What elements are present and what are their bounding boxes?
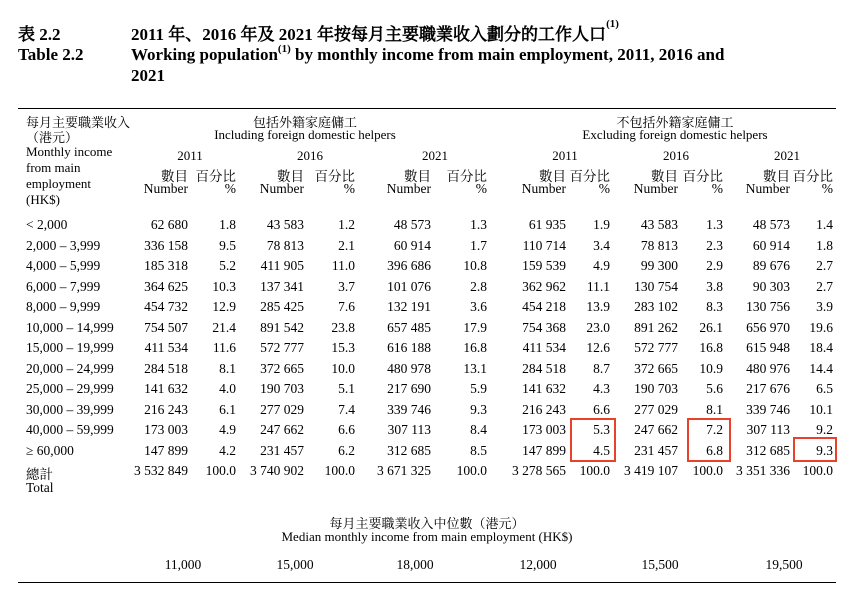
percent-cell: 10.1	[809, 402, 833, 417]
number-cell: 217 676	[746, 381, 790, 396]
number-header-en: Number	[143, 181, 188, 196]
number-cell: 454 218	[522, 299, 566, 314]
total-number-cell: 3 278 565	[512, 463, 566, 478]
number-cell: 60 914	[752, 238, 790, 253]
table-label-en: Table 2.2	[18, 45, 84, 64]
year-excl-2021: 2021	[774, 148, 800, 163]
percent-cell: 1.7	[470, 238, 487, 253]
number-cell: 90 303	[752, 279, 790, 294]
number-cell: 89 676	[752, 258, 790, 273]
percent-cell: 13.1	[463, 361, 487, 376]
percent-cell: 6.8	[706, 443, 723, 458]
stub-header-en-3: employment	[26, 176, 91, 191]
number-cell: 480 976	[746, 361, 790, 376]
median-value: 15,500	[641, 557, 679, 572]
stub-header-en-2: from main	[26, 160, 81, 175]
percent-cell: 5.9	[470, 381, 487, 396]
number-cell: 78 813	[640, 238, 678, 253]
number-cell: 411 534	[144, 340, 188, 355]
title-zh-text: 2011 年、2016 年及 2021 年按每月主要職業收入劃分的工作人口	[131, 25, 607, 44]
group-incl-en: Including foreign domestic helpers	[214, 127, 396, 142]
number-cell: 101 076	[387, 279, 431, 294]
percent-cell: 6.2	[338, 443, 355, 458]
number-cell: 657 485	[387, 320, 431, 335]
percent-cell: 10.9	[699, 361, 723, 376]
number-cell: 130 754	[634, 279, 678, 294]
percent-cell: 8.3	[706, 299, 723, 314]
bottom-rule	[18, 582, 836, 583]
total-percent-cell: 100.0	[692, 463, 723, 478]
percent-cell: 11.1	[586, 279, 610, 294]
percent-cell: 2.8	[470, 279, 487, 294]
year-incl-2016: 2016	[297, 148, 323, 163]
number-cell: 339 746	[746, 402, 790, 417]
percent-cell: 16.8	[699, 340, 723, 355]
number-cell: 141 632	[522, 381, 566, 396]
percent-cell: 23.0	[586, 320, 610, 335]
top-rule	[18, 108, 836, 109]
percent-header-en: %	[475, 181, 487, 196]
number-cell: 110 714	[522, 238, 566, 253]
total-label-zh: 總計	[26, 467, 53, 482]
number-cell: 216 243	[144, 402, 188, 417]
number-cell: 312 685	[746, 443, 790, 458]
number-header-en: Number	[633, 181, 678, 196]
percent-cell: 3.8	[706, 279, 723, 294]
group-incl-zh: 包括外籍家庭傭工	[252, 115, 357, 130]
row-label: ≥ 60,000	[26, 443, 74, 458]
total-label-en: Total	[26, 480, 54, 495]
percent-cell: 8.4	[470, 422, 487, 437]
number-cell: 364 625	[144, 279, 188, 294]
number-cell: 190 703	[260, 381, 304, 396]
total-number-cell: 3 351 336	[736, 463, 790, 478]
highlight-box-excl-2021	[793, 437, 837, 462]
percent-cell: 15.3	[331, 340, 355, 355]
percent-cell: 13.9	[586, 299, 610, 314]
group-excl-zh: 不包括外籍家庭傭工	[616, 115, 734, 130]
percent-cell: 1.3	[470, 217, 487, 232]
year-incl-2021: 2021	[422, 148, 448, 163]
number-cell: 277 029	[634, 402, 678, 417]
percent-cell: 3.6	[470, 299, 487, 314]
percent-cell: 4.2	[219, 443, 236, 458]
percent-cell: 5.3	[593, 422, 610, 437]
total-percent-cell: 100.0	[579, 463, 610, 478]
title-en-text-2: by monthly income from main employment, 2011, 2016 and	[290, 45, 725, 64]
percent-header-zh: 百分比	[682, 169, 723, 184]
number-cell: 147 899	[522, 443, 566, 458]
percent-cell: 3.7	[338, 279, 355, 294]
number-cell: 231 457	[634, 443, 678, 458]
total-percent-cell: 100.0	[802, 463, 833, 478]
number-cell: 217 690	[387, 381, 431, 396]
number-cell: 283 102	[634, 299, 678, 314]
percent-cell: 10.3	[212, 279, 236, 294]
row-label: 6,000 – 7,999	[26, 279, 101, 294]
percent-cell: 8.7	[593, 361, 610, 376]
number-header-zh: 數目	[404, 169, 431, 184]
number-cell: 891 262	[634, 320, 678, 335]
number-header-en: Number	[521, 181, 566, 196]
total-number-cell: 3 671 325	[377, 463, 431, 478]
total-number-cell: 3 419 107	[624, 463, 678, 478]
percent-cell: 26.1	[699, 320, 723, 335]
percent-cell: 4.9	[593, 258, 610, 273]
percent-cell: 6.6	[593, 402, 610, 417]
stub-header-unit: （港元）	[26, 130, 79, 145]
number-cell: 132 191	[387, 299, 431, 314]
percent-cell: 11.6	[212, 340, 236, 355]
year-excl-2016: 2016	[663, 148, 689, 163]
number-cell: 411 534	[522, 340, 566, 355]
number-cell: 48 573	[393, 217, 431, 232]
number-cell: 43 583	[266, 217, 304, 232]
number-cell: 480 978	[387, 361, 431, 376]
percent-cell: 17.9	[463, 320, 487, 335]
year-incl-2011: 2011	[177, 148, 203, 163]
percent-cell: 3.4	[593, 238, 610, 253]
median-value: 11,000	[164, 557, 202, 572]
percent-cell: 5.1	[338, 381, 355, 396]
percent-cell: 8.1	[219, 361, 236, 376]
number-cell: 43 583	[640, 217, 678, 232]
number-cell: 173 003	[522, 422, 566, 437]
stub-header-en-4: (HK$)	[26, 192, 60, 207]
number-cell: 572 777	[634, 340, 678, 355]
percent-cell: 8.1	[706, 402, 723, 417]
stub-header-zh: 每月主要職業收入	[26, 115, 131, 130]
number-cell: 616 188	[387, 340, 431, 355]
percent-header-en: %	[821, 181, 833, 196]
number-cell: 130 756	[746, 299, 790, 314]
percent-cell: 3.9	[816, 299, 833, 314]
number-cell: 231 457	[260, 443, 304, 458]
number-header-zh: 數目	[763, 169, 790, 184]
title-en-text-1: Working population	[131, 45, 278, 64]
table-title-en	[131, 45, 724, 65]
percent-header-en: %	[711, 181, 723, 196]
number-cell: 454 732	[144, 299, 188, 314]
percent-cell: 6.5	[816, 381, 833, 396]
percent-cell: 12.6	[586, 340, 610, 355]
number-header-zh: 數目	[651, 169, 678, 184]
percent-header-zh: 百分比	[569, 169, 610, 184]
percent-cell: 4.9	[219, 422, 236, 437]
median-value: 18,000	[396, 557, 434, 572]
number-cell: 285 425	[260, 299, 304, 314]
percent-header-zh: 百分比	[792, 169, 833, 184]
percent-cell: 14.4	[809, 361, 833, 376]
percent-cell: 2.1	[338, 238, 355, 253]
row-label: 8,000 – 9,999	[26, 299, 101, 314]
percent-cell: 5.2	[219, 258, 236, 273]
percent-header-en: %	[343, 181, 355, 196]
table-title-en-line2: 2021	[131, 66, 165, 85]
percent-cell: 1.2	[338, 217, 355, 232]
median-value: 15,000	[276, 557, 314, 572]
percent-cell: 4.0	[219, 381, 236, 396]
number-header-en: Number	[259, 181, 304, 196]
percent-cell: 7.4	[338, 402, 355, 417]
number-cell: 615 948	[746, 340, 790, 355]
number-cell: 190 703	[634, 381, 678, 396]
percent-cell: 16.8	[463, 340, 487, 355]
percent-cell: 10.8	[463, 258, 487, 273]
percent-cell: 2.9	[706, 258, 723, 273]
total-number-cell: 3 740 902	[250, 463, 304, 478]
percent-cell: 7.6	[338, 299, 355, 314]
row-label: 20,000 – 24,999	[26, 361, 114, 376]
number-header-zh: 數目	[539, 169, 566, 184]
title-en-footnote: (1)	[277, 43, 291, 55]
number-header-en: Number	[386, 181, 431, 196]
number-cell: 312 685	[387, 443, 431, 458]
percent-cell: 12.9	[212, 299, 236, 314]
percent-cell: 9.2	[816, 422, 833, 437]
total-percent-cell: 100.0	[324, 463, 355, 478]
number-cell: 247 662	[634, 422, 678, 437]
percent-cell: 23.8	[331, 320, 355, 335]
median-title-zh: 每月主要職業收入中位數（港元）	[329, 516, 525, 531]
percent-cell: 11.0	[331, 258, 355, 273]
median-value: 19,500	[765, 557, 803, 572]
year-excl-2011: 2011	[552, 148, 578, 163]
number-cell: 336 158	[144, 238, 188, 253]
number-cell: 307 113	[387, 422, 431, 437]
number-cell: 754 368	[522, 320, 566, 335]
row-label: 25,000 – 29,999	[26, 381, 114, 396]
median-value: 12,000	[519, 557, 557, 572]
number-cell: 62 680	[150, 217, 188, 232]
percent-cell: 5.6	[706, 381, 723, 396]
table-title-zh	[131, 20, 619, 45]
number-header-zh: 數目	[277, 169, 304, 184]
number-header-en: Number	[745, 181, 790, 196]
percent-cell: 1.9	[593, 217, 610, 232]
number-cell: 372 665	[260, 361, 304, 376]
highlight-box-excl-2011	[570, 418, 616, 462]
percent-cell: 2.7	[816, 258, 833, 273]
percent-header-en: %	[224, 181, 236, 196]
number-cell: 372 665	[634, 361, 678, 376]
row-label: 10,000 – 14,999	[26, 320, 114, 335]
number-cell: 78 813	[266, 238, 304, 253]
total-percent-cell: 100.0	[205, 463, 236, 478]
number-cell: 411 905	[260, 258, 304, 273]
percent-cell: 6.1	[219, 402, 236, 417]
percent-header-zh: 百分比	[446, 169, 487, 184]
row-label: 30,000 – 39,999	[26, 402, 114, 417]
number-cell: 891 542	[260, 320, 304, 335]
row-label: 15,000 – 19,999	[26, 340, 114, 355]
row-label: < 2,000	[26, 217, 68, 232]
percent-cell: 21.4	[212, 320, 236, 335]
percent-cell: 9.3	[470, 402, 487, 417]
percent-cell: 2.3	[706, 238, 723, 253]
percent-cell: 8.5	[470, 443, 487, 458]
percent-cell: 1.8	[816, 238, 833, 253]
number-cell: 284 518	[144, 361, 188, 376]
number-cell: 362 962	[522, 279, 566, 294]
row-label: 4,000 – 5,999	[26, 258, 101, 273]
median-title-en: Median monthly income from main employment (HK$)	[281, 529, 573, 544]
percent-header-zh: 百分比	[195, 169, 236, 184]
number-cell: 307 113	[746, 422, 790, 437]
percent-cell: 2.7	[816, 279, 833, 294]
number-cell: 284 518	[522, 361, 566, 376]
percent-cell: 1.4	[816, 217, 833, 232]
number-cell: 277 029	[260, 402, 304, 417]
row-label: 2,000 – 3,999	[26, 238, 101, 253]
row-label: 40,000 – 59,999	[26, 422, 114, 437]
total-percent-cell: 100.0	[456, 463, 487, 478]
number-cell: 339 746	[387, 402, 431, 417]
number-cell: 141 632	[144, 381, 188, 396]
title-zh-footnote: (1)	[606, 18, 619, 30]
percent-cell: 10.0	[331, 361, 355, 376]
number-cell: 173 003	[144, 422, 188, 437]
percent-cell: 6.6	[338, 422, 355, 437]
percent-cell: 19.6	[809, 320, 833, 335]
number-cell: 48 573	[752, 217, 790, 232]
percent-cell: 9.3	[816, 443, 833, 458]
number-cell: 147 899	[144, 443, 188, 458]
percent-header-en: %	[598, 181, 610, 196]
number-cell: 247 662	[260, 422, 304, 437]
number-cell: 99 300	[640, 258, 678, 273]
number-cell: 216 243	[522, 402, 566, 417]
group-excl-en: Excluding foreign domestic helpers	[582, 127, 768, 142]
number-cell: 159 539	[522, 258, 566, 273]
number-cell: 656 970	[746, 320, 790, 335]
percent-cell: 1.3	[706, 217, 723, 232]
total-number-cell: 3 532 849	[134, 463, 188, 478]
percent-cell: 9.5	[219, 238, 236, 253]
percent-cell: 7.2	[706, 422, 723, 437]
percent-cell: 18.4	[809, 340, 833, 355]
number-cell: 185 318	[144, 258, 188, 273]
number-cell: 396 686	[387, 258, 431, 273]
percent-header-zh: 百分比	[314, 169, 355, 184]
percent-cell: 1.8	[219, 217, 236, 232]
number-header-zh: 數目	[161, 169, 188, 184]
number-cell: 572 777	[260, 340, 304, 355]
number-cell: 61 935	[528, 217, 566, 232]
highlight-box-excl-2016	[687, 418, 731, 462]
table-label-zh: 表 2.2	[18, 25, 61, 44]
percent-cell: 4.3	[593, 381, 610, 396]
stub-header-en-1: Monthly income	[26, 144, 113, 159]
number-cell: 137 341	[260, 279, 304, 294]
number-cell: 754 507	[144, 320, 188, 335]
number-cell: 60 914	[393, 238, 431, 253]
percent-cell: 4.5	[593, 443, 610, 458]
